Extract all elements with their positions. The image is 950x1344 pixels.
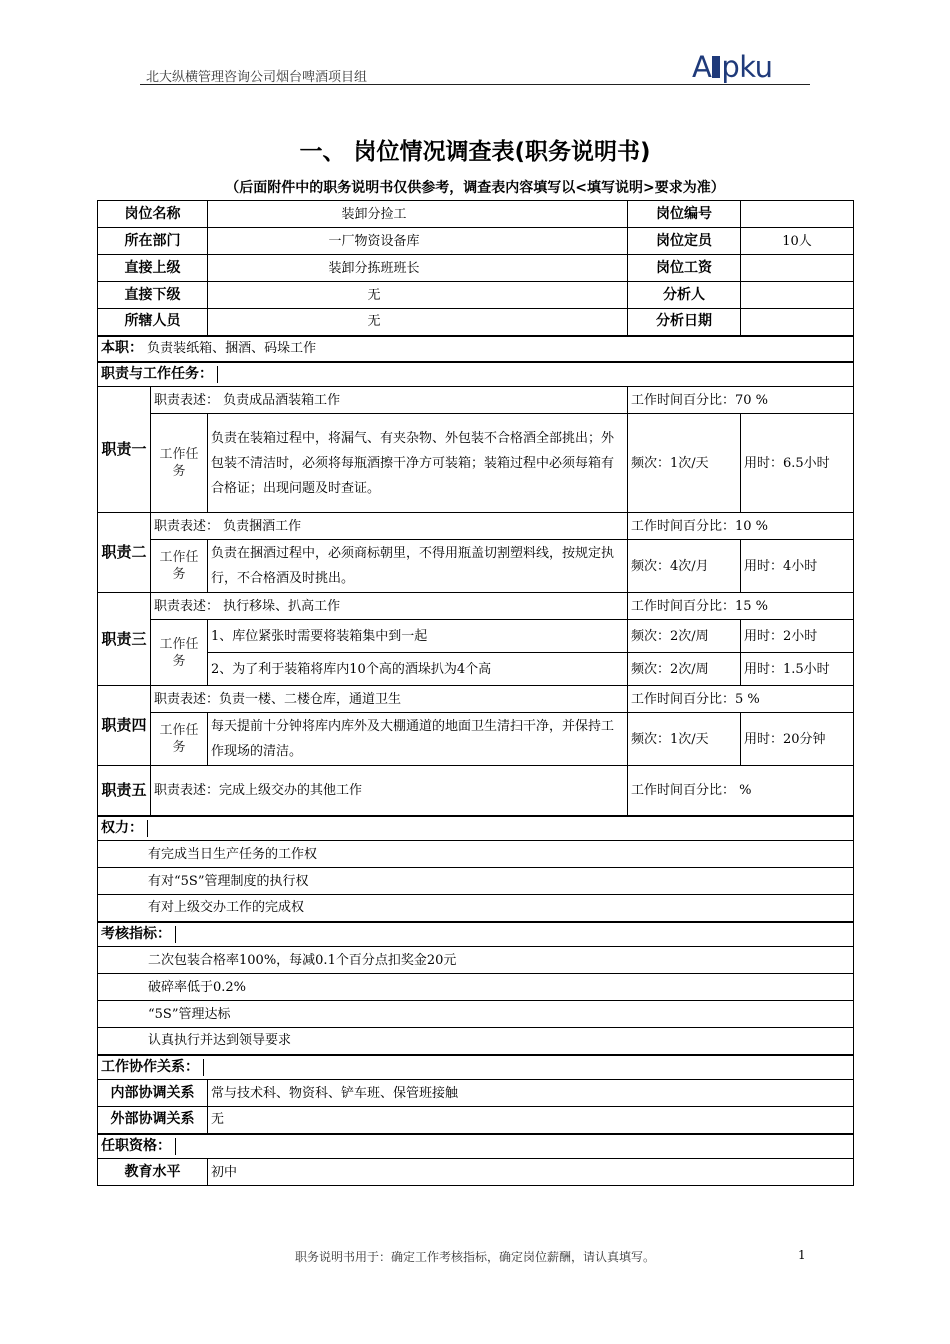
- duty-1-desc: 职责表述： 负责成品酒装箱工作: [151, 387, 628, 414]
- duty-3-task-2-time: 用时：1.5小时: [741, 653, 854, 686]
- duty-2-desc: 职责表述： 负责捆酒工作: [151, 513, 628, 540]
- duty-3-task-1-freq: 频次：2次/周: [628, 620, 741, 653]
- duty-3-task-label: 工作任务: [151, 620, 208, 686]
- external-relation-value: 无: [208, 1107, 854, 1134]
- kpi-item-2: 破碎率低于0.2%: [98, 974, 854, 1001]
- authority-item-3: 有对上级交办工作的完成权: [98, 895, 854, 922]
- position-name-label: 岗位名称: [98, 201, 208, 228]
- duty-4-desc: 职责表述：负责一楼、二楼仓库，通道卫生: [151, 686, 628, 713]
- kpi-item-4: 认真执行并达到领导要求: [98, 1028, 854, 1055]
- duty-3-task-1-text: 1、库位紧张时需要将装箱集中到一起: [208, 620, 628, 653]
- managed-value: 无: [208, 309, 628, 336]
- duty-3-task-1-time: 用时：2小时: [741, 620, 854, 653]
- position-name-value: 装卸分捡工: [208, 201, 628, 228]
- analysis-date-label: 分析日期: [628, 309, 741, 336]
- duty-2-task-label: 工作任务: [151, 540, 208, 593]
- duty-5-pct: 工作时间百分比： %: [628, 766, 854, 816]
- page-number: 1: [798, 1248, 806, 1262]
- authority-section-label: 权力：: [98, 816, 854, 841]
- duty-1-name: 职责一: [98, 387, 151, 513]
- salary-value: [741, 255, 854, 282]
- duties-section-label: 职责与工作任务：: [98, 362, 854, 387]
- logo-text: pku: [721, 50, 773, 84]
- internal-relation-value: 常与技术科、物资科、铲车班、保管班接触: [208, 1080, 854, 1107]
- authority-item-2: 有对“5S”管理制度的执行权: [98, 868, 854, 895]
- kpi-section-label: 考核指标：: [98, 922, 854, 947]
- education-label: 教育水平: [98, 1159, 208, 1186]
- duty-4-task-1-freq: 频次：1次/天: [628, 713, 741, 766]
- duty-2-pct: 工作时间百分比：10 %: [628, 513, 854, 540]
- internal-relation-label: 内部协调关系: [98, 1080, 208, 1107]
- superior-label: 直接上级: [98, 255, 208, 282]
- duty-2-task-1-text: 负责在捆酒过程中，必须商标朝里，不得用瓶盖切割塑料线，按规定执行，不合格酒及时挑出。: [208, 540, 628, 593]
- duty-4-task-1-text: 每天提前十分钟将库内库外及大棚通道的地面卫生清扫干净，并保持工作现场的清洁。: [208, 713, 628, 766]
- page-subtitle: （后面附件中的职务说明书仅供参考，调查表内容填写以<填写说明>要求为准）: [225, 180, 725, 196]
- duty-5-desc: 职责表述：完成上级交办的其他工作: [151, 766, 628, 816]
- relations-section-label: 工作协作关系：: [98, 1055, 854, 1080]
- header-rule: [140, 84, 810, 85]
- duty-1-task-1-freq: 频次：1次/天: [628, 414, 741, 513]
- duty-2-task-1-freq: 频次：4次/月: [628, 540, 741, 593]
- analyst-label: 分析人: [628, 282, 741, 309]
- core-duty-row: [98, 336, 854, 362]
- subordinate-label: 直接下级: [98, 282, 208, 309]
- logo-bar: [712, 56, 720, 78]
- duty-5-name: 职责五: [98, 766, 151, 816]
- duty-3-task-2-freq: 频次：2次/周: [628, 653, 741, 686]
- logo-letter-a: A: [692, 50, 712, 84]
- duty-2-name: 职责二: [98, 513, 151, 593]
- education-value: 初中: [208, 1159, 854, 1186]
- duty-3-task-2-text: 2、为了利于装箱将库内10个高的酒垛扒为4个高: [208, 653, 628, 686]
- managed-label: 所辖人员: [98, 309, 208, 336]
- duty-4-name: 职责四: [98, 686, 151, 766]
- dept-label: 所在部门: [98, 228, 208, 255]
- duty-4-task-label: 工作任务: [151, 713, 208, 766]
- core-duty-text: 负责装纸箱、捆酒、码垛工作: [147, 341, 317, 356]
- quota-label: 岗位定员: [628, 228, 741, 255]
- analysis-date-value: [741, 309, 854, 336]
- duty-1-pct: 工作时间百分比：70 %: [628, 387, 854, 414]
- duty-4-pct: 工作时间百分比：5 %: [628, 686, 854, 713]
- analyst-value: [741, 282, 854, 309]
- subordinate-value: 无: [208, 282, 628, 309]
- footer-text: 职务说明书用于：确定工作考核指标，确定岗位薪酬，请认真填写。: [294, 1250, 655, 1264]
- quota-value: 10人: [741, 228, 854, 255]
- duty-4-task-1-time: 用时：20分钟: [741, 713, 854, 766]
- header-org-text: 北大纵横管理咨询公司烟台啤酒项目组: [146, 70, 368, 85]
- kpi-item-3: “5S”管理达标: [98, 1001, 854, 1028]
- core-duty-label: 本职：: [101, 340, 143, 356]
- position-no-value: [741, 201, 854, 228]
- salary-label: 岗位工资: [628, 255, 741, 282]
- job-description-table: [97, 200, 854, 1186]
- external-relation-label: 外部协调关系: [98, 1107, 208, 1134]
- position-no-label: 岗位编号: [628, 201, 741, 228]
- dept-value: 一厂物资设备库: [208, 228, 628, 255]
- kpi-item-1: 二次包装合格率100%，每减0.1个百分点扣奖金20元: [98, 947, 854, 974]
- duty-3-desc: 职责表述： 执行移垛、扒高工作: [151, 593, 628, 620]
- alpku-logo: [692, 50, 773, 84]
- page-title: 一、 岗位情况调查表(职务说明书): [299, 139, 651, 165]
- duty-3-pct: 工作时间百分比：15 %: [628, 593, 854, 620]
- duty-1-task-1-text: 负责在装箱过程中，将漏气、有夹杂物、外包装不合格酒全部挑出；外包装不清洁时，必须将每瓶酒擦干净方可装箱；装箱过程中必须每箱有合格证；出现问题及时查证。: [208, 414, 628, 513]
- duty-1-task-1-time: 用时：6.5小时: [741, 414, 854, 513]
- duty-2-task-1-time: 用时：4小时: [741, 540, 854, 593]
- authority-item-1: 有完成当日生产任务的工作权: [98, 841, 854, 868]
- superior-value: 装卸分拣班班长: [208, 255, 628, 282]
- duty-3-name: 职责三: [98, 593, 151, 686]
- qualification-section-label: 任职资格：: [98, 1134, 854, 1159]
- duty-1-task-label: 工作任务: [151, 414, 208, 513]
